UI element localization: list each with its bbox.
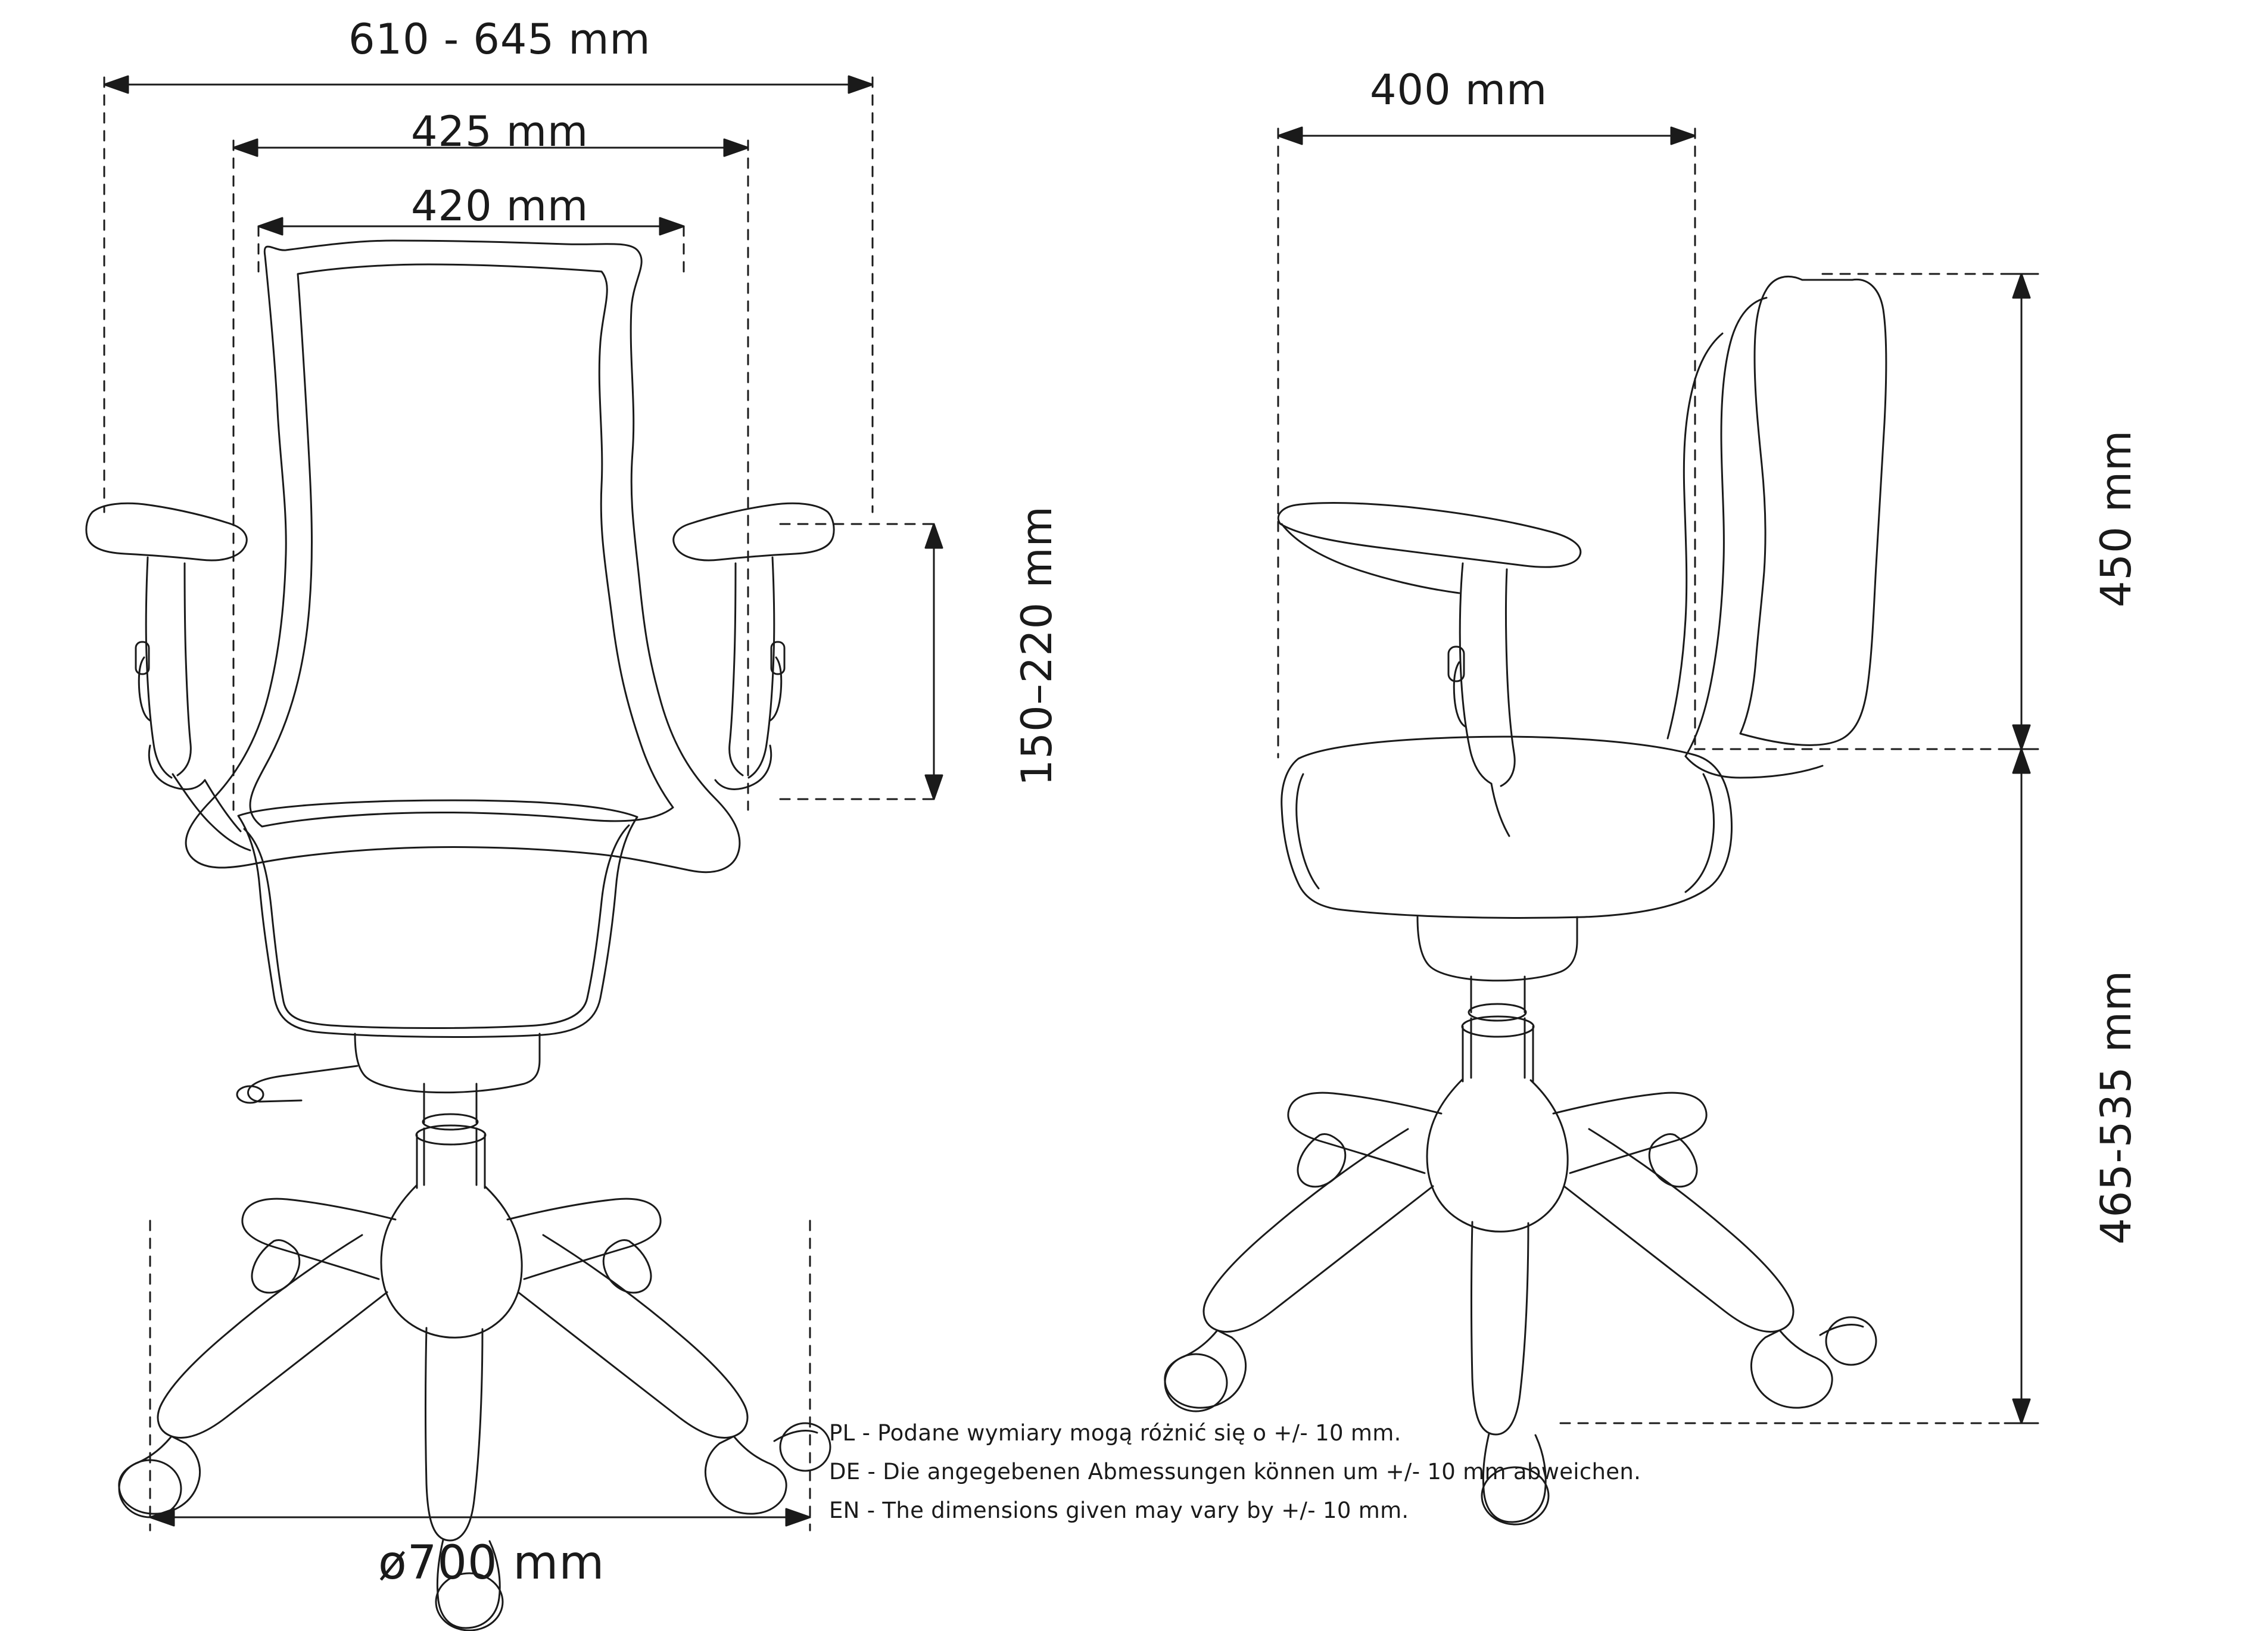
side-caster-ll xyxy=(1165,1330,1246,1408)
side-seat-front-seam xyxy=(1297,774,1319,888)
dim-label-backrest-height: 450 mm xyxy=(2092,429,2141,607)
arrow-450-top xyxy=(2013,274,2030,298)
arrow-420-left xyxy=(258,218,282,235)
dim-label-base-diameter: ø700 mm xyxy=(378,1536,605,1590)
arrow-400-left xyxy=(1278,127,1302,144)
seat-cushion xyxy=(238,800,637,1037)
side-base-arm-ll xyxy=(1204,1129,1433,1331)
side-backrest-lumbar xyxy=(1668,333,1722,738)
base-arm-front xyxy=(426,1328,483,1540)
front-view-chair xyxy=(86,241,834,1630)
dim-label-seat-height-range: 465-535 mm xyxy=(2092,969,2141,1245)
note-en: EN - The dimensions given may vary by +/- 10 mm. xyxy=(829,1498,1409,1523)
armrest-left-post-outer xyxy=(146,557,172,778)
note-pl: PL - Podane wymiary mogą różnić się o +/- 10 mm. xyxy=(829,1420,1401,1446)
armrest-left-post-base xyxy=(149,746,205,789)
armrest-right-pad xyxy=(674,503,834,560)
arrow-610-left xyxy=(104,76,128,93)
armrest-left-post-inner xyxy=(177,563,191,775)
side-base-arm-front xyxy=(1472,1222,1529,1434)
base-hub xyxy=(381,1185,522,1337)
arrow-700-left xyxy=(150,1509,174,1526)
side-gas-collar xyxy=(1462,1016,1534,1037)
height-lever xyxy=(248,1066,357,1102)
arrow-425-left xyxy=(233,139,257,156)
side-base-arm-lr xyxy=(1564,1129,1793,1331)
gas-cyl-collar xyxy=(416,1125,485,1144)
armrest-right-post-outer xyxy=(749,557,774,778)
base-arm-lower-left xyxy=(158,1235,387,1437)
armrest-left-bracket xyxy=(173,774,250,850)
side-armrest-pad xyxy=(1278,503,1581,567)
side-caster-ll-wheel xyxy=(1165,1354,1227,1411)
note-de: DE - Die angegebenen Abmessungen können um +/- 10 mm abweichen. xyxy=(829,1459,1641,1485)
side-view-chair xyxy=(1165,276,1886,1524)
front-dimension-lines xyxy=(104,76,942,1530)
arrow-425-right xyxy=(724,139,748,156)
arrow-465-top xyxy=(2013,749,2030,773)
arrow-465-bottom xyxy=(2013,1399,2030,1423)
side-seat-cushion xyxy=(1282,737,1732,918)
base-arm-lower-right xyxy=(518,1235,747,1437)
tolerance-notes xyxy=(829,1420,1641,1536)
arrow-700-right xyxy=(786,1509,810,1526)
backrest-outline xyxy=(186,241,740,872)
dim-label-overall-width: 610 - 645 mm xyxy=(348,15,651,64)
side-base-hub xyxy=(1427,1079,1568,1231)
base-arm-upper-left xyxy=(242,1199,395,1279)
seat-mechanism xyxy=(355,1034,540,1093)
caster-right-lower xyxy=(705,1436,786,1514)
side-armrest-post-right xyxy=(1501,569,1515,786)
side-dimension-lines xyxy=(1278,127,2038,1423)
backrest-cushion xyxy=(250,264,673,827)
side-seat-back-seam xyxy=(1686,774,1714,892)
arrow-450-bottom xyxy=(2013,725,2030,749)
arrow-150-top xyxy=(926,524,942,548)
arrow-610-right xyxy=(849,76,873,93)
side-armrest-stem xyxy=(1491,784,1509,836)
caster-left-lower xyxy=(119,1436,200,1514)
dim-label-seat-depth: 400 mm xyxy=(1370,66,1548,114)
side-backrest-outer xyxy=(1740,276,1886,745)
dim-label-backrest-width: 425 mm xyxy=(411,107,589,156)
armrest-right-post-base xyxy=(715,746,771,789)
armrest-right-post-inner xyxy=(730,563,743,775)
dim-label-armrest-height: 150–220 mm xyxy=(1012,506,1061,786)
side-base-arm-ur xyxy=(1553,1093,1706,1173)
side-base-arm-ul xyxy=(1288,1093,1441,1173)
dim-label-seat-width: 420 mm xyxy=(411,182,589,230)
arrow-150-bottom xyxy=(926,775,942,799)
base-arm-upper-right xyxy=(507,1199,661,1279)
arrow-400-right xyxy=(1671,127,1695,144)
side-mechanism xyxy=(1418,917,1577,981)
side-caster-lr xyxy=(1751,1330,1832,1408)
arrow-420-right xyxy=(660,218,684,235)
armrest-left-pad xyxy=(86,503,247,560)
